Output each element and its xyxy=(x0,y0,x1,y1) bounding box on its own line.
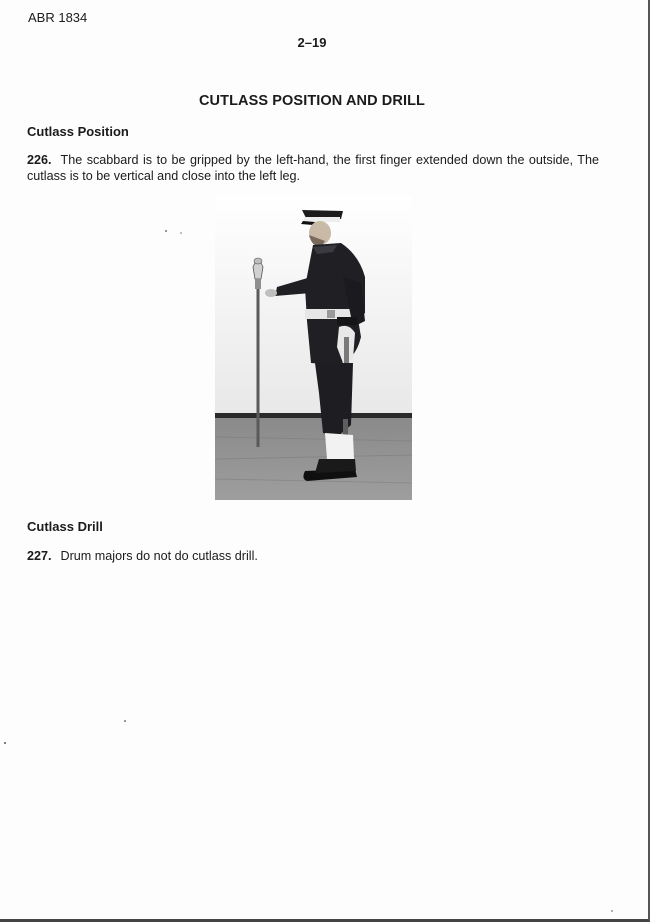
scan-speck xyxy=(165,230,167,232)
scan-speck xyxy=(124,720,126,722)
paragraph-226 xyxy=(27,152,599,184)
photo-floor xyxy=(215,418,412,500)
scan-speck xyxy=(4,742,6,744)
drum-major-photo xyxy=(215,197,412,500)
scan-speck xyxy=(611,910,613,912)
paragraph-text: The scabbard is to be gripped by the left-hand, the first finger extended down the outside, The cutlass is to be vertical and close into the left leg. xyxy=(27,153,599,183)
section-heading-cutlass-drill: Cutlass Drill xyxy=(27,519,103,534)
paragraph-number: 227. xyxy=(27,549,52,563)
page-title: CUTLASS POSITION AND DRILL xyxy=(198,93,425,109)
document-reference: ABR 1834 xyxy=(28,10,88,25)
scan-speck xyxy=(180,232,182,234)
section-heading-cutlass-position: Cutlass Position xyxy=(27,124,129,139)
paragraph-number: 226. xyxy=(27,153,52,167)
paragraph-text: Drum majors do not do cutlass drill. xyxy=(60,549,258,563)
paragraph-227 xyxy=(27,548,599,564)
photo-skirting xyxy=(215,413,412,418)
page-number: 2–19 xyxy=(297,35,327,50)
